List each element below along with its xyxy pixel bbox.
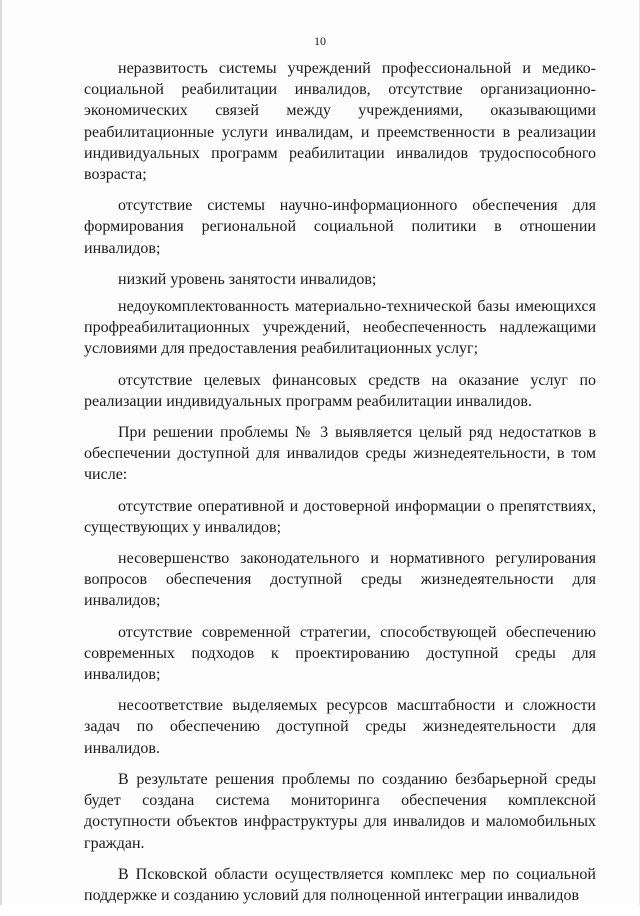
page-number: 10: [314, 34, 326, 48]
paragraph-employment: низкий уровень занятости инвалидов;: [118, 270, 377, 288]
paragraph-strategy: отсутствие современной стратегии, способствующей обеспечению современных подходов к проектированию доступной среды для инвалидов;: [84, 623, 596, 684]
paragraph-resources: несоответствие выделяемых ресурсов масштабности и сложности задач по обеспечению доступной среды жизнедеятельности для инвалидов.: [84, 697, 596, 757]
paragraph-finance: отсутствие целевых финансовых средств на оказание услуг по реализации индивидуальных программ реабилитации инвалидов.: [84, 371, 596, 410]
scan-edge-left: [0, 0, 2, 905]
paragraph-information: отсутствие оперативной и достоверной информации о препятствиях, существующих у инвалидов;: [84, 497, 596, 536]
paragraph-material-base: недоукомплектованность материально-технической базы имеющихся профреабилитационных учреждений, необеспеченность надлежащими условиями для предоставления реабилитационных услуг;: [84, 298, 596, 358]
paragraph-rehab-system: неразвитость системы учреждений профессиональной и медико-социальной реабилитации инвалидов, отсутствие организационно-экономических связей между учреждениями, оказывающими реабилитационные услуги инвалидам, и преемственности в реализации индивидуальных программ реабилитации инвалидов трудоспособного возраста;: [84, 60, 596, 184]
paragraph-legislation: несовершенство законодательного и нормативного регулирования вопросов обеспечения доступной среды жизнедеятельности для инвалидов;: [84, 550, 596, 610]
document-body: [84, 58, 596, 916]
paragraph-problem-3: При решении проблемы № 3 выявляется целый ряд недостатков в обеспечении доступной для инвалидов среды жизнедеятельности, в том числе:: [84, 424, 596, 484]
paragraph-result: В результате решения проблемы по созданию безбарьерной среды будет создана система мониторинга обеспечения комплексной доступности объектов инфраструктуры для инвалидов и маломобильных граждан.: [84, 770, 596, 852]
paragraph-info-support: отсутствие системы научно-информационного обеспечения для формирования региональной социальной политики в отношении инвалидов;: [84, 197, 596, 257]
paragraph-pskov: В Псковской области осуществляется комплекс мер по социальной поддержке и созданию условий для полноценной интеграции инвалидов: [84, 865, 596, 904]
